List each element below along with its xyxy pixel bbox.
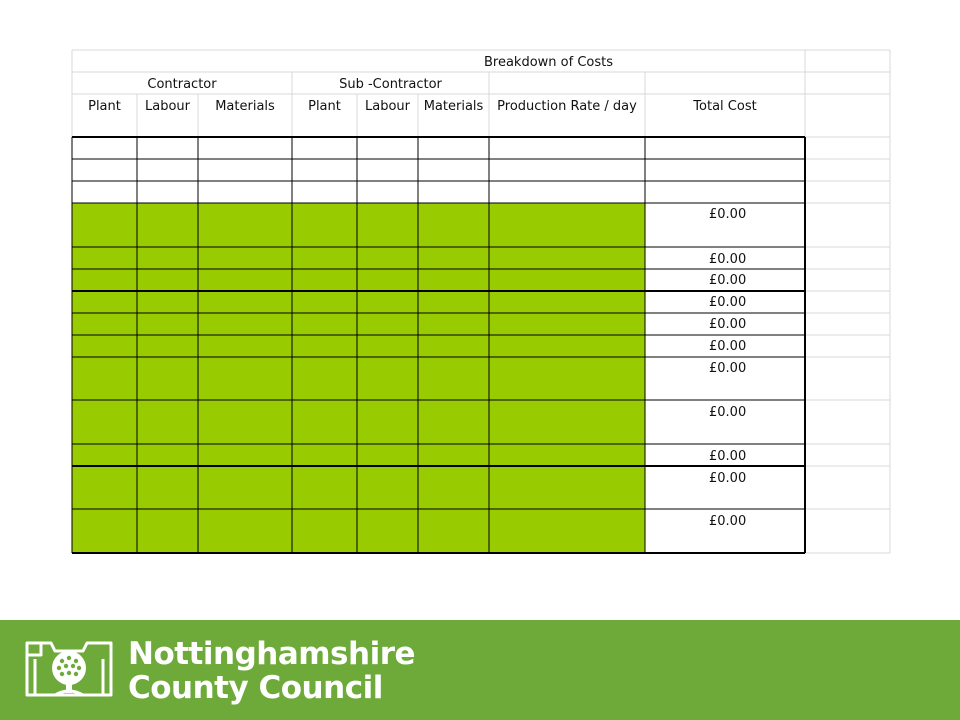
total-cost-value: £0.00: [709, 471, 747, 486]
header-plant-contractor: Plant: [88, 99, 121, 114]
green-input-block: [72, 203, 645, 553]
header-materials-subcontractor: Materials: [423, 99, 484, 114]
total-cost-value: £0.00: [709, 252, 747, 267]
header-materials-contractor: Materials: [215, 99, 275, 114]
total-cost-value: £0.00: [709, 317, 747, 332]
brand-name-line-2: County Council: [128, 670, 383, 706]
total-cost-value: £0.00: [709, 273, 747, 288]
group-header-contractor: Contractor: [147, 77, 217, 92]
header-total-cost: Total Cost: [693, 99, 757, 114]
header-production-rate: Production Rate / day: [497, 99, 637, 114]
total-cost-value: £0.00: [709, 295, 747, 310]
total-cost-value: £0.00: [709, 405, 747, 420]
council-tree-logo-icon: [21, 637, 117, 701]
total-cost-value: £0.00: [709, 514, 747, 529]
header-plant-subcontractor: Plant: [308, 99, 341, 114]
total-cost-value: £0.00: [709, 339, 747, 354]
table-title: Breakdown of Costs: [483, 55, 614, 70]
header-labour-contractor: Labour: [145, 99, 190, 114]
header-labour-subcontractor: Labour: [365, 99, 410, 114]
brand-name-line-1: Nottinghamshire: [128, 636, 416, 672]
group-header-sub-contractor: Sub -Contractor: [339, 77, 442, 92]
total-cost-value: £0.00: [709, 449, 747, 464]
total-cost-value: £0.00: [709, 361, 747, 376]
total-cost-value: £0.00: [709, 207, 747, 222]
